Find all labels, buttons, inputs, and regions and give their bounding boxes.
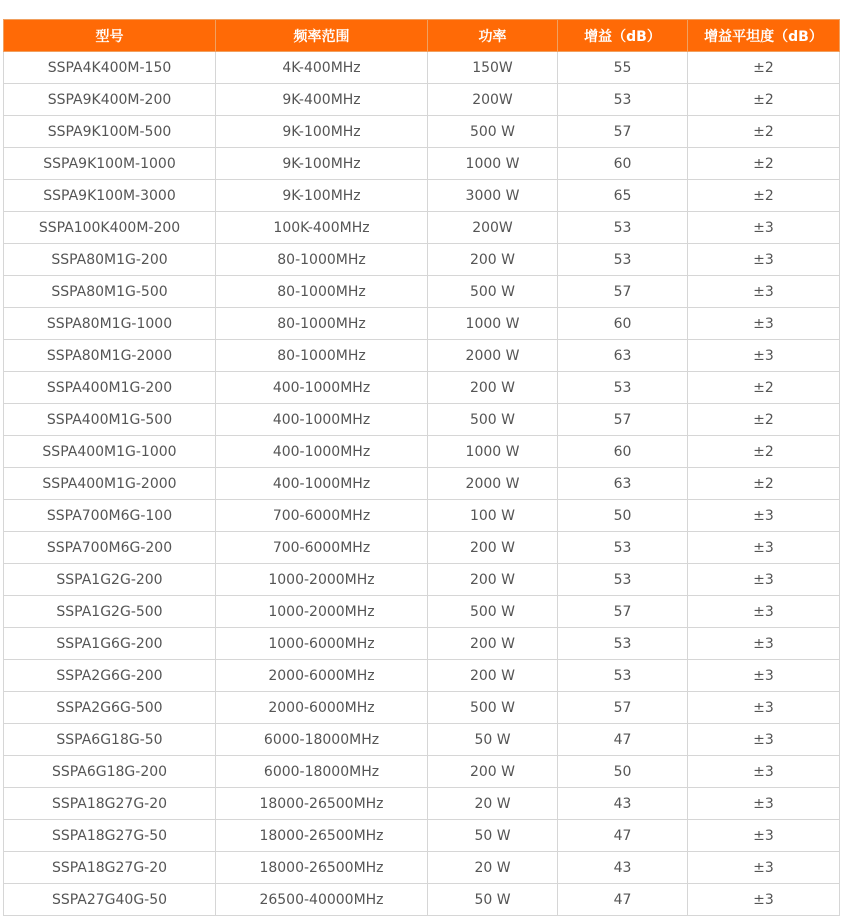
cell-gain-flatness: ±3	[688, 564, 840, 596]
header-row	[4, 20, 840, 52]
cell-gain: 60	[558, 436, 688, 468]
cell-frequency-range: 400-1000MHz	[216, 436, 428, 468]
cell-gain: 43	[558, 788, 688, 820]
cell-frequency-range: 9K-100MHz	[216, 116, 428, 148]
cell-frequency-range: 400-1000MHz	[216, 404, 428, 436]
amplifier-spec-table	[3, 19, 840, 916]
cell-gain-flatness: ±3	[688, 212, 840, 244]
cell-model: SSPA700M6G-200	[4, 532, 216, 564]
cell-model: SSPA1G2G-200	[4, 564, 216, 596]
cell-power: 200 W	[428, 628, 558, 660]
cell-power: 20 W	[428, 788, 558, 820]
cell-gain-flatness: ±3	[688, 500, 840, 532]
cell-power: 200W	[428, 84, 558, 116]
table-row	[4, 820, 840, 852]
cell-model: SSPA9K100M-500	[4, 116, 216, 148]
cell-gain: 53	[558, 660, 688, 692]
cell-gain: 43	[558, 852, 688, 884]
cell-gain: 57	[558, 404, 688, 436]
cell-gain-flatness: ±3	[688, 692, 840, 724]
cell-gain-flatness: ±3	[688, 308, 840, 340]
cell-power: 20 W	[428, 852, 558, 884]
table-row	[4, 212, 840, 244]
cell-power: 2000 W	[428, 468, 558, 500]
cell-frequency-range: 4K-400MHz	[216, 52, 428, 84]
cell-frequency-range: 6000-18000MHz	[216, 724, 428, 756]
table-row	[4, 308, 840, 340]
cell-gain-flatness: ±2	[688, 52, 840, 84]
table-row	[4, 724, 840, 756]
table-row	[4, 660, 840, 692]
cell-model: SSPA80M1G-200	[4, 244, 216, 276]
cell-power: 200 W	[428, 372, 558, 404]
cell-model: SSPA400M1G-200	[4, 372, 216, 404]
cell-model: SSPA6G18G-50	[4, 724, 216, 756]
cell-gain-flatness: ±3	[688, 788, 840, 820]
cell-power: 2000 W	[428, 340, 558, 372]
cell-gain: 53	[558, 212, 688, 244]
cell-frequency-range: 80-1000MHz	[216, 340, 428, 372]
cell-power: 50 W	[428, 884, 558, 916]
cell-model: SSPA80M1G-2000	[4, 340, 216, 372]
table-row	[4, 276, 840, 308]
cell-power: 500 W	[428, 404, 558, 436]
cell-gain: 53	[558, 628, 688, 660]
cell-gain-flatness: ±2	[688, 468, 840, 500]
cell-power: 500 W	[428, 692, 558, 724]
cell-frequency-range: 80-1000MHz	[216, 244, 428, 276]
cell-power: 200 W	[428, 660, 558, 692]
cell-model: SSPA9K400M-200	[4, 84, 216, 116]
cell-power: 500 W	[428, 116, 558, 148]
cell-power: 200 W	[428, 532, 558, 564]
cell-power: 150W	[428, 52, 558, 84]
cell-gain-flatness: ±3	[688, 596, 840, 628]
table-header	[4, 20, 840, 52]
cell-frequency-range: 2000-6000MHz	[216, 660, 428, 692]
cell-frequency-range: 700-6000MHz	[216, 532, 428, 564]
cell-model: SSPA9K100M-3000	[4, 180, 216, 212]
cell-gain: 60	[558, 148, 688, 180]
cell-model: SSPA400M1G-1000	[4, 436, 216, 468]
cell-gain: 53	[558, 372, 688, 404]
table-row	[4, 84, 840, 116]
table-row	[4, 116, 840, 148]
cell-gain-flatness: ±3	[688, 724, 840, 756]
table-row	[4, 564, 840, 596]
cell-gain-flatness: ±3	[688, 276, 840, 308]
cell-power: 50 W	[428, 724, 558, 756]
cell-frequency-range: 9K-400MHz	[216, 84, 428, 116]
cell-gain-flatness: ±3	[688, 660, 840, 692]
cell-gain-flatness: ±3	[688, 756, 840, 788]
table-row	[4, 500, 840, 532]
cell-gain: 60	[558, 308, 688, 340]
table-row	[4, 468, 840, 500]
cell-model: SSPA1G6G-200	[4, 628, 216, 660]
table-row	[4, 692, 840, 724]
cell-gain-flatness: ±3	[688, 340, 840, 372]
cell-model: SSPA4K400M-150	[4, 52, 216, 84]
cell-frequency-range: 26500-40000MHz	[216, 884, 428, 916]
table-row	[4, 628, 840, 660]
table-row	[4, 436, 840, 468]
cell-frequency-range: 18000-26500MHz	[216, 788, 428, 820]
cell-power: 200 W	[428, 564, 558, 596]
table-row	[4, 852, 840, 884]
cell-model: SSPA80M1G-1000	[4, 308, 216, 340]
cell-gain: 53	[558, 84, 688, 116]
cell-frequency-range: 2000-6000MHz	[216, 692, 428, 724]
cell-gain: 57	[558, 276, 688, 308]
header-power: 功率	[428, 20, 558, 52]
cell-power: 500 W	[428, 596, 558, 628]
cell-gain: 47	[558, 884, 688, 916]
cell-frequency-range: 1000-2000MHz	[216, 564, 428, 596]
cell-frequency-range: 1000-6000MHz	[216, 628, 428, 660]
cell-model: SSPA400M1G-500	[4, 404, 216, 436]
cell-gain: 57	[558, 596, 688, 628]
cell-gain-flatness: ±3	[688, 532, 840, 564]
header-frequency-range: 频率范围	[216, 20, 428, 52]
cell-gain-flatness: ±2	[688, 116, 840, 148]
cell-power: 1000 W	[428, 148, 558, 180]
header-gain-flatness: 增益平坦度（dB）	[688, 20, 840, 52]
cell-gain: 55	[558, 52, 688, 84]
cell-gain: 50	[558, 500, 688, 532]
cell-model: SSPA2G6G-500	[4, 692, 216, 724]
cell-gain: 57	[558, 116, 688, 148]
cell-frequency-range: 400-1000MHz	[216, 468, 428, 500]
header-gain: 增益（dB）	[558, 20, 688, 52]
cell-gain-flatness: ±2	[688, 148, 840, 180]
cell-model: SSPA700M6G-100	[4, 500, 216, 532]
cell-frequency-range: 18000-26500MHz	[216, 820, 428, 852]
table-row	[4, 244, 840, 276]
cell-gain: 53	[558, 244, 688, 276]
cell-gain-flatness: ±3	[688, 852, 840, 884]
table-row	[4, 148, 840, 180]
cell-frequency-range: 6000-18000MHz	[216, 756, 428, 788]
cell-model: SSPA27G40G-50	[4, 884, 216, 916]
table-row	[4, 372, 840, 404]
cell-frequency-range: 18000-26500MHz	[216, 852, 428, 884]
cell-gain-flatness: ±3	[688, 628, 840, 660]
cell-gain: 57	[558, 692, 688, 724]
cell-frequency-range: 1000-2000MHz	[216, 596, 428, 628]
cell-power: 50 W	[428, 820, 558, 852]
cell-model: SSPA18G27G-50	[4, 820, 216, 852]
cell-gain: 53	[558, 564, 688, 596]
cell-model: SSPA400M1G-2000	[4, 468, 216, 500]
cell-power: 100 W	[428, 500, 558, 532]
table-body	[4, 52, 840, 916]
cell-gain-flatness: ±3	[688, 884, 840, 916]
cell-model: SSPA2G6G-200	[4, 660, 216, 692]
cell-gain: 47	[558, 820, 688, 852]
cell-power: 500 W	[428, 276, 558, 308]
table-row	[4, 756, 840, 788]
cell-frequency-range: 80-1000MHz	[216, 308, 428, 340]
cell-model: SSPA6G18G-200	[4, 756, 216, 788]
cell-frequency-range: 9K-100MHz	[216, 148, 428, 180]
cell-model: SSPA100K400M-200	[4, 212, 216, 244]
cell-power: 200W	[428, 212, 558, 244]
cell-gain-flatness: ±2	[688, 436, 840, 468]
cell-gain: 53	[558, 532, 688, 564]
cell-model: SSPA18G27G-20	[4, 852, 216, 884]
table-row	[4, 788, 840, 820]
cell-gain: 47	[558, 724, 688, 756]
cell-gain-flatness: ±2	[688, 404, 840, 436]
cell-gain-flatness: ±2	[688, 84, 840, 116]
header-model: 型号	[4, 20, 216, 52]
cell-gain: 65	[558, 180, 688, 212]
cell-model: SSPA9K100M-1000	[4, 148, 216, 180]
cell-power: 1000 W	[428, 436, 558, 468]
cell-model: SSPA18G27G-20	[4, 788, 216, 820]
cell-model: SSPA80M1G-500	[4, 276, 216, 308]
table-row	[4, 340, 840, 372]
table-row	[4, 404, 840, 436]
cell-frequency-range: 700-6000MHz	[216, 500, 428, 532]
cell-gain: 63	[558, 468, 688, 500]
cell-gain-flatness: ±2	[688, 180, 840, 212]
cell-power: 200 W	[428, 244, 558, 276]
cell-power: 3000 W	[428, 180, 558, 212]
cell-frequency-range: 9K-100MHz	[216, 180, 428, 212]
cell-gain-flatness: ±3	[688, 244, 840, 276]
table-row	[4, 180, 840, 212]
table-row	[4, 884, 840, 916]
cell-frequency-range: 100K-400MHz	[216, 212, 428, 244]
table-row	[4, 532, 840, 564]
cell-power: 1000 W	[428, 308, 558, 340]
cell-frequency-range: 400-1000MHz	[216, 372, 428, 404]
cell-model: SSPA1G2G-500	[4, 596, 216, 628]
cell-frequency-range: 80-1000MHz	[216, 276, 428, 308]
cell-gain: 63	[558, 340, 688, 372]
cell-gain-flatness: ±3	[688, 820, 840, 852]
table-row	[4, 52, 840, 84]
cell-power: 200 W	[428, 756, 558, 788]
table-row	[4, 596, 840, 628]
cell-gain: 50	[558, 756, 688, 788]
cell-gain-flatness: ±2	[688, 372, 840, 404]
